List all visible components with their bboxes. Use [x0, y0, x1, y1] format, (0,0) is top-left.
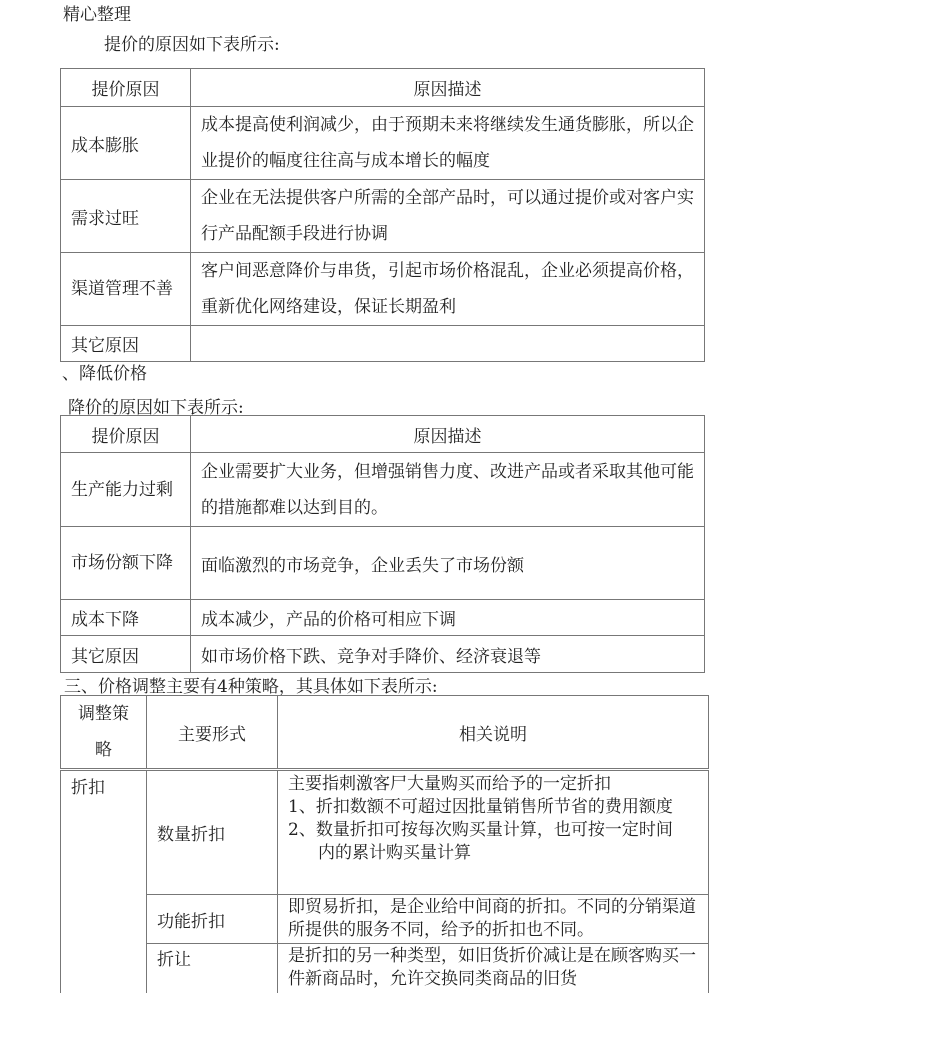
- table-row: [61, 636, 705, 673]
- page-cutoff: [0, 993, 950, 1050]
- price-raise-reasons-table: [60, 68, 705, 362]
- desc-cell: 即贸易折扣，是企业给中间商的折扣。不同的分销渠道所提供的服务不同，给予的折扣也不同。: [278, 895, 709, 944]
- reason-cell: 成本下降: [61, 600, 191, 636]
- table-row: [61, 180, 705, 253]
- header-cell: 原因描述: [191, 69, 705, 107]
- reason-cell: 渠道管理不善: [61, 253, 191, 326]
- form-cell: 功能折扣: [147, 895, 278, 944]
- header-cell: 原因描述: [191, 416, 705, 453]
- desc-cell: 面临激烈的市场竞争，企业丢失了市场份额: [191, 527, 705, 600]
- price-cut-reasons-table: [60, 415, 705, 673]
- table-row: [61, 770, 709, 895]
- section-title-lower-price: 、降低价格: [62, 364, 147, 384]
- desc-cell: 企业在无法提供客户所需的全部产品时，可以通过提价或对客户实行产品配额手段进行协调: [191, 180, 705, 253]
- header-cell: 主要形式: [147, 696, 278, 770]
- desc-cell: 成本提高使利润减少，由于预期未来将继续发生通货膨胀，所以企业提价的幅度往往高与成本增长的幅度: [191, 107, 705, 180]
- header-cell: 提价原因: [61, 69, 191, 107]
- desc-line: 1、折扣数额不可超过因批量销售所节省的费用额度: [288, 797, 673, 817]
- desc-cell: [278, 770, 709, 895]
- table-row: [61, 600, 705, 636]
- header-cell: 调整策略: [61, 696, 147, 770]
- page-header: 精心整理: [63, 5, 131, 25]
- header-cell: 相关说明: [278, 696, 709, 770]
- table-row: [61, 326, 705, 362]
- form-cell: 数量折扣: [147, 770, 278, 895]
- reason-cell: 成本膨胀: [61, 107, 191, 180]
- desc-cell: 成本减少，产品的价格可相应下调: [191, 600, 705, 636]
- reason-cell: 需求过旺: [61, 180, 191, 253]
- price-adjust-strategy-table: [60, 695, 709, 1004]
- table-row: [61, 895, 709, 944]
- intro-lower-price: 降价的原因如下表所示:: [68, 398, 244, 418]
- desc-line: 主要指刺激客尸大量购买而给予的一定折扣: [288, 774, 611, 794]
- desc-cell: 客户间恶意降价与串货，引起市场价格混乱，企业必须提高价格，重新优化网络建设，保证长期盈利: [191, 253, 705, 326]
- table-header-row: [61, 416, 705, 453]
- desc-cell: 如市场价格下跌、竞争对手降价、经济衰退等: [191, 636, 705, 673]
- reason-cell: 市场份额下降: [61, 527, 191, 600]
- reason-cell: 其它原因: [61, 326, 191, 362]
- table-header-row: [61, 69, 705, 107]
- desc-cell: [191, 326, 705, 362]
- form-cell: 折让: [147, 944, 278, 1004]
- table-row: [61, 107, 705, 180]
- section-title-strategies: 三、价格调整主要有4种策略，其具体如下表所示:: [64, 677, 438, 697]
- reason-cell: 其它原因: [61, 636, 191, 673]
- strategy-cell: 折扣: [61, 770, 147, 1004]
- desc-line: 内的累计购买量计算: [318, 843, 471, 863]
- table-row: [61, 253, 705, 326]
- desc-line: 2、数量折扣可按每次购买量计算，也可按一定时间: [288, 820, 673, 840]
- table-header-row: [61, 696, 709, 770]
- table-row: [61, 453, 705, 527]
- intro-raise-price: 提价的原因如下表所示:: [104, 35, 280, 55]
- header-cell: 提价原因: [61, 416, 191, 453]
- table-row: [61, 527, 705, 600]
- reason-cell: 生产能力过剩: [61, 453, 191, 527]
- desc-cell: 企业需要扩大业务，但增强销售力度、改进产品或者采取其他可能的措施都难以达到目的。: [191, 453, 705, 527]
- desc-cell: 是折扣的另一种类型，如旧货折价减让是在顾客购买一件新商品时，允许交换同类商品的旧货: [278, 944, 709, 1004]
